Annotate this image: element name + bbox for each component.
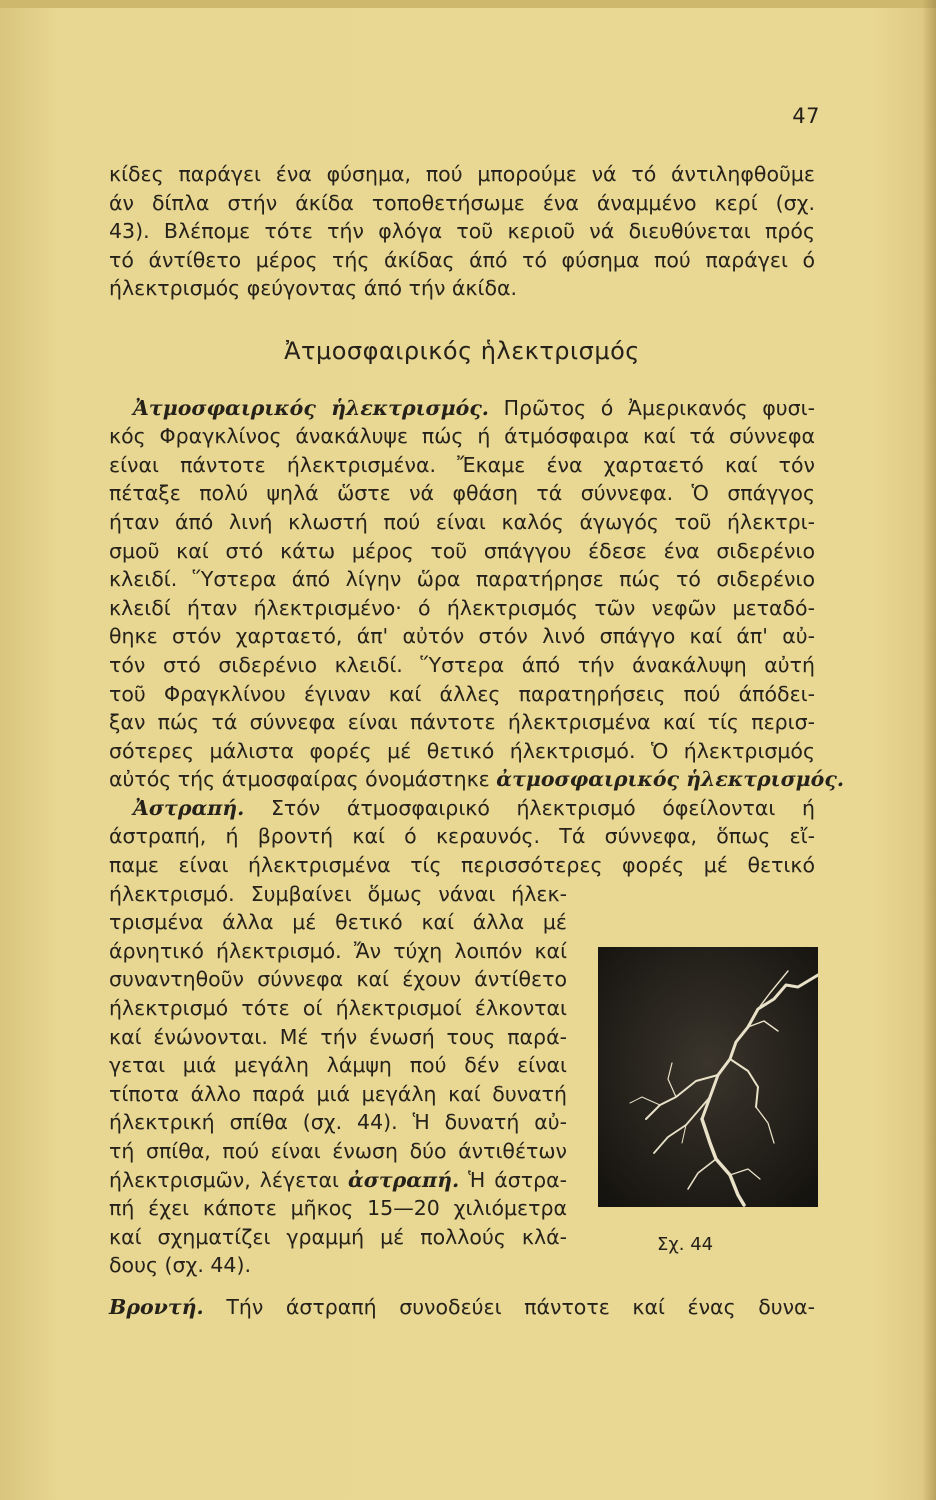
text-fragment: αὐτός τής άτμοσφαίρας όνομάστηκε bbox=[109, 767, 490, 792]
page-number: 47 bbox=[792, 104, 820, 128]
text-line: τίποτα άλλο παρά μιά μεγάλη καί δυνατή bbox=[109, 1081, 567, 1106]
text-line: κλειδί ήταν ήλεκτρισμένο· ό ήλεκτρισμός τῶν νεφῶν μεταδό- bbox=[109, 595, 815, 620]
text-line: άρνητικό ήλεκτρισμό. Ἄν τύχη λοιπόν καί bbox=[109, 938, 567, 963]
text-line: τή σπίθα, πού είναι ένωση δύο άντιθέτων bbox=[109, 1139, 567, 1163]
term-thunder: Βροντή. bbox=[109, 1295, 204, 1319]
text-line: ήλεκτρισμό τότε οί ήλεκτρισμοί έλκονται bbox=[109, 996, 567, 1021]
text-line bbox=[109, 1293, 815, 1322]
term-atmospheric-electricity-inline: ἀτμοσφαιρικός ἡλεκτρισμός. bbox=[496, 767, 844, 792]
text-line: δους (σχ. 44). bbox=[109, 1253, 251, 1278]
text-line: πή έχει κάποτε μῆκος 15—20 χιλιόμετρα bbox=[109, 1196, 567, 1221]
text-line: γεται μιά μεγάλη λάμψη πού δέν είναι bbox=[109, 1053, 567, 1078]
text-line: ήταν άπό λινή κλωστή πού είναι καλός άγωγός τοῦ ήλεκτρι- bbox=[109, 509, 815, 534]
text-line bbox=[109, 1166, 567, 1195]
text-line: θηκε στόν χαρταετό, άπ' αὐτόν στόν λινό σπάγγο καί άπ' αὐ- bbox=[109, 624, 815, 649]
atmospheric-paragraph bbox=[109, 394, 844, 794]
figure-caption: Σχ. 44 bbox=[657, 1234, 714, 1255]
lightning-image bbox=[598, 947, 818, 1207]
text-line: σότερες μάλιστα φορές μέ θετικό ήλεκτρισμό. Ὁ ήλεκτρισμός bbox=[109, 738, 815, 763]
text-line bbox=[109, 794, 815, 823]
intro-paragraph bbox=[109, 160, 815, 303]
text-line: σμοῦ καί στό κάτω μέρος τοῦ σπάγγου έδεσε ένα σιδερένιο bbox=[109, 538, 815, 563]
text-line: ήλεκτρική σπίθα (σχ. 44). Ἡ δυνατή αὐ- bbox=[109, 1110, 567, 1135]
text-line: καί ένώνονται. Μέ τήν ένωσή τους παρά- bbox=[109, 1024, 567, 1049]
text-line: τό άντίθετο μέρος τής άκίδας άπό τό φύσημα πού παράγει ό bbox=[109, 247, 815, 272]
section-heading: Ἀτμοσφαιρικός ἡλεκτρισμός bbox=[284, 336, 640, 365]
text-line: ήλεκτρισμός φεύγοντας άπό τήν άκίδα. bbox=[109, 276, 518, 301]
text-line: ξαν πώς τά σύννεφα είναι πάντοτε ήλεκτρισμένα καί τίς περισ- bbox=[109, 710, 815, 735]
page-right-shadow bbox=[922, 0, 936, 1500]
text-fragment: Ἡ άστρα- bbox=[468, 1167, 567, 1192]
page-top-edge bbox=[0, 0, 936, 8]
text-line bbox=[109, 394, 815, 423]
text-line: 43). Βλέπομε τότε τήν φλόγα τοῦ κεριοῦ νά διευθύνεται πρός bbox=[109, 219, 815, 244]
text-line: άστραπή, ή βροντή καί ό κεραυνός. Τά σύννεφα, ὅπως εἴ- bbox=[109, 824, 815, 849]
text-line: τοῦ Φραγκλίνου έγιναν καί άλλες παρατηρήσεις πού άπόδει- bbox=[109, 681, 815, 706]
text-fragment: Πρῶτος ό Ἀμερικανός φυσι- bbox=[503, 395, 815, 420]
text-line: συναντηθοῦν σύννεφα καί έχουν άντίθετο bbox=[109, 967, 567, 992]
text-line: τρισμένα άλλα μέ θετικό καί άλλα μέ bbox=[109, 910, 567, 935]
text-line: καί σχηματίζει γραμμή μέ πολλούς κλά- bbox=[109, 1224, 567, 1249]
text-line: κλειδί. Ὕστερα άπό λίγην ὥρα παρατήρησε πώς τό σιδερένιο bbox=[109, 567, 815, 592]
text-line: κίδες παράγει ένα φύσημα, πού μπορούμε νά τό άντιληφθοῦμε bbox=[109, 162, 815, 186]
text-line: είναι πάντοτε ήλεκτρισμένα. Ἔκαμε ένα χαρταετό καί τόν bbox=[109, 452, 815, 477]
text-fragment: ήλεκτρισμῶν, λέγεται bbox=[109, 1167, 339, 1192]
term-atmospheric-electricity: Ἀτμοσφαιρικός ἡλεκτρισμός. bbox=[133, 395, 489, 420]
text-fragment: Τήν άστραπή συνοδεύει πάντοτε καί ένας δυνα- bbox=[226, 1295, 815, 1319]
term-lightning: Ἀστραπή. bbox=[133, 795, 245, 820]
text-fragment: Στόν άτμοσφαιρικό ήλεκτρισμό όφείλονται ή bbox=[270, 795, 815, 820]
text-line: κός Φραγκλίνος άνακάλυψε πώς ή άτμόσφαιρα καί τά σύννεφα bbox=[109, 424, 815, 449]
text-line: παμε είναι ήλεκτρισμένα τίς περισσότερες φορές μέ θετικό bbox=[109, 853, 815, 878]
text-line: τόν στό σιδερένιο κλειδί. Ὕστερα άπό τήν άνακάλυψη αὐτή bbox=[109, 652, 815, 677]
thunder-paragraph bbox=[109, 1293, 815, 1322]
text-line bbox=[109, 765, 844, 794]
term-lightning-inline: ἀστραπή. bbox=[347, 1167, 460, 1192]
text-line: ήλεκτρισμό. Συμβαίνει ὅμως νάναι ήλεκ- bbox=[109, 881, 567, 906]
lightning-figure bbox=[598, 947, 818, 1207]
text-line: πέταξε πολύ ψηλά ὥστε νά φθάση τά σύννεφα. Ὁ σπάγγος bbox=[109, 481, 815, 506]
text-line: άν δίπλα στήν άκίδα τοποθετήσωμε ένα άναμμένο κερί (σχ. bbox=[109, 190, 815, 215]
